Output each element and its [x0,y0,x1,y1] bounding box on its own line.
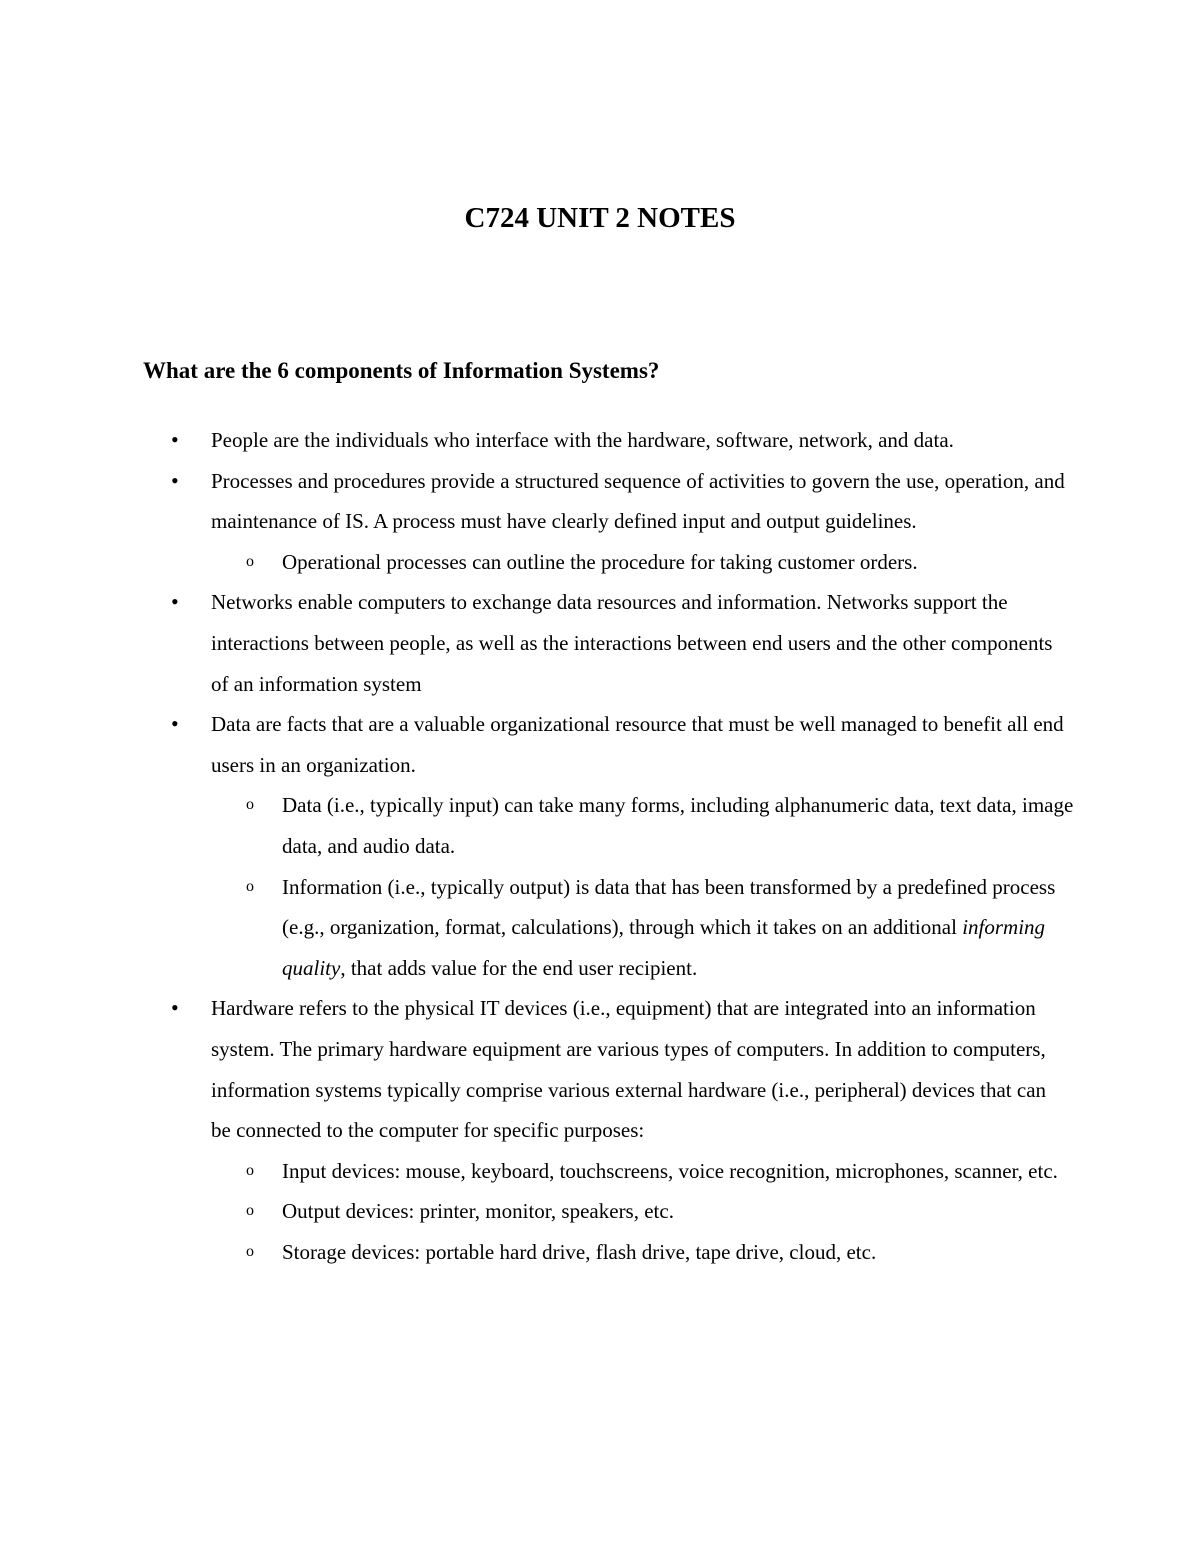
list-item-text: Processes and procedures provide a structured sequence of activities to govern the use, operation, and maintenance of IS. A process must have clearly defined input and output guidelines. [211,468,1065,534]
list-item [0,461,1200,542]
list-item [0,420,1200,461]
text-segment: Information (i.e., typically output) is data that has been transformed by a predefined process (e.g., organization, format, calculations), through which it takes on an additional [282,874,1056,940]
list-item-text: Data (i.e., typically input) can take many forms, including alphanumeric data, text data, image data, and audio data. [282,793,1074,858]
sub-bullet-icon: o [246,796,254,814]
italic-emphasis: informing quality [282,915,1046,980]
list-item [0,582,1200,704]
list-item [0,988,1200,1150]
list-item-text: Networks enable computers to exchange data resources and information. Networks support the interactions between people, as well as the interactions between end users and the other components of an information system [211,590,1053,696]
bullet-icon: • [171,589,179,615]
list-item-text: People are the individuals who interface with the hardware, software, network, and data. [211,428,954,452]
text-segment: , that adds value for the end user recipient. [340,955,698,980]
bullet-icon: • [171,711,179,737]
sub-list-item [0,1232,1200,1273]
list-item [0,704,1200,785]
sub-bullet-icon: o [246,1161,254,1179]
section-heading: What are the 6 components of Information Systems? [143,358,660,383]
page-title: C724 UNIT 2 NOTES [464,202,736,234]
list-item-text [282,867,1082,989]
list-item-text: Data are facts that are a valuable organizational resource that must be well managed to benefit all end users in an organization. [211,712,1064,777]
sub-list-item [0,867,1200,989]
components-list [0,420,1200,1272]
sub-list-item [0,785,1200,866]
sub-list-item [0,1191,1200,1232]
bullet-icon: • [171,995,179,1021]
sub-bullet-icon: o [246,1242,254,1260]
list-item-text: Operational processes can outline the procedure for taking customer orders. [282,549,918,574]
sub-bullet-icon: o [246,552,254,570]
list-item-text: Input devices: mouse, keyboard, touchscreens, voice recognition, microphones, scanner, etc. [282,1158,1058,1183]
sub-list-item [0,1151,1200,1192]
sub-list-item [0,542,1200,583]
bullet-icon: • [171,467,179,493]
list-item-text: Output devices: printer, monitor, speakers, etc. [282,1199,674,1224]
sub-bullet-icon: o [246,1202,254,1220]
bullet-icon: • [171,427,179,452]
list-item-text: Hardware refers to the physical IT devices (i.e., equipment) that are integrated into an information system. The primary hardware equipment are various types of computers. In addition to computers, information systems typically comprise various external hardware (i.e., peripheral) devices that can be connected to the computer for specific purposes: [211,996,1047,1143]
sub-bullet-icon: o [246,877,254,895]
list-item-text: Storage devices: portable hard drive, flash drive, tape drive, cloud, etc. [282,1239,877,1264]
